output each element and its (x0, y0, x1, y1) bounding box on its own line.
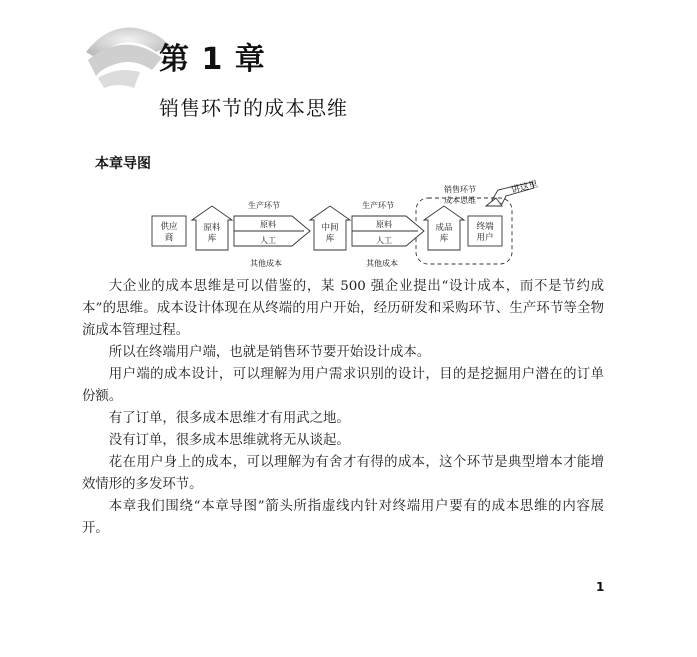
stage1-labor: 人工 (260, 236, 276, 245)
chapter-map-heading: 本章导图 (95, 156, 151, 172)
chapter-map-diagram (140, 176, 560, 276)
middle-warehouse-label-2: 库 (325, 234, 335, 244)
paragraph: 没有订单，很多成本思维就将无从谈起。 (108, 433, 350, 448)
paragraph: 所以在终端用户端，也就是销售环节要开始设计成本。 (108, 345, 431, 360)
finished-warehouse-label-2: 库 (439, 234, 449, 244)
stage1-material: 原料 (260, 220, 276, 229)
sales-label-1: 销售环节 (444, 185, 476, 194)
finished-warehouse-label-1: 成品 (435, 223, 453, 233)
sales-label-2: 成本思维 (444, 196, 476, 205)
chapter-body-text (82, 276, 604, 540)
chapter-subtitle: 销售环节的成本思维 (159, 96, 348, 120)
paragraph: 本章我们围绕“本章导图”箭头所指虚线内针对终端用户要有的成本思维的内容展开。 (82, 499, 604, 536)
end-user-label-1: 终端 (476, 222, 494, 232)
chapter-title: 第 1 章 (159, 42, 266, 77)
supplier-label-2: 商 (164, 233, 174, 243)
stage1-top-label: 生产环节 (248, 201, 280, 210)
stage2-top-label: 生产环节 (362, 201, 394, 210)
callout-text: 讲这里 (510, 179, 539, 196)
stage2-material: 原料 (376, 220, 392, 229)
stage1-other-cost: 其他成本 (250, 259, 282, 268)
stage2-other-cost: 其他成本 (366, 259, 398, 268)
raw-warehouse-label-2: 库 (207, 234, 217, 244)
supplier-label-1: 供应 (160, 222, 178, 232)
page-number: 1 (596, 580, 605, 594)
paragraph: 用户端的成本设计，可以理解为用户需求识别的设计，目的是挖掘用户潜在的订单份额。 (82, 367, 604, 404)
paragraph: 花在用户身上的成本，可以理解为有舍才有得的成本，这个环节是典型增本才能增效情形的多发环节。 (82, 455, 604, 492)
end-user-label-2: 用户 (476, 233, 494, 243)
paragraph: 有了订单，很多成本思维才有用武之地。 (108, 411, 350, 426)
middle-warehouse-label-1: 中间 (321, 223, 339, 233)
paragraph: 大企业的成本思维是可以借鉴的，某 500 强企业提出“设计成本，而不是节约成本”的思维。成本设计体现在从终端的用户开始，经历研发和采购环节、生产环节等全物流成本管理过程。 (82, 279, 604, 338)
stage2-labor: 人工 (376, 236, 392, 245)
raw-warehouse-label-1: 原料 (203, 223, 221, 233)
